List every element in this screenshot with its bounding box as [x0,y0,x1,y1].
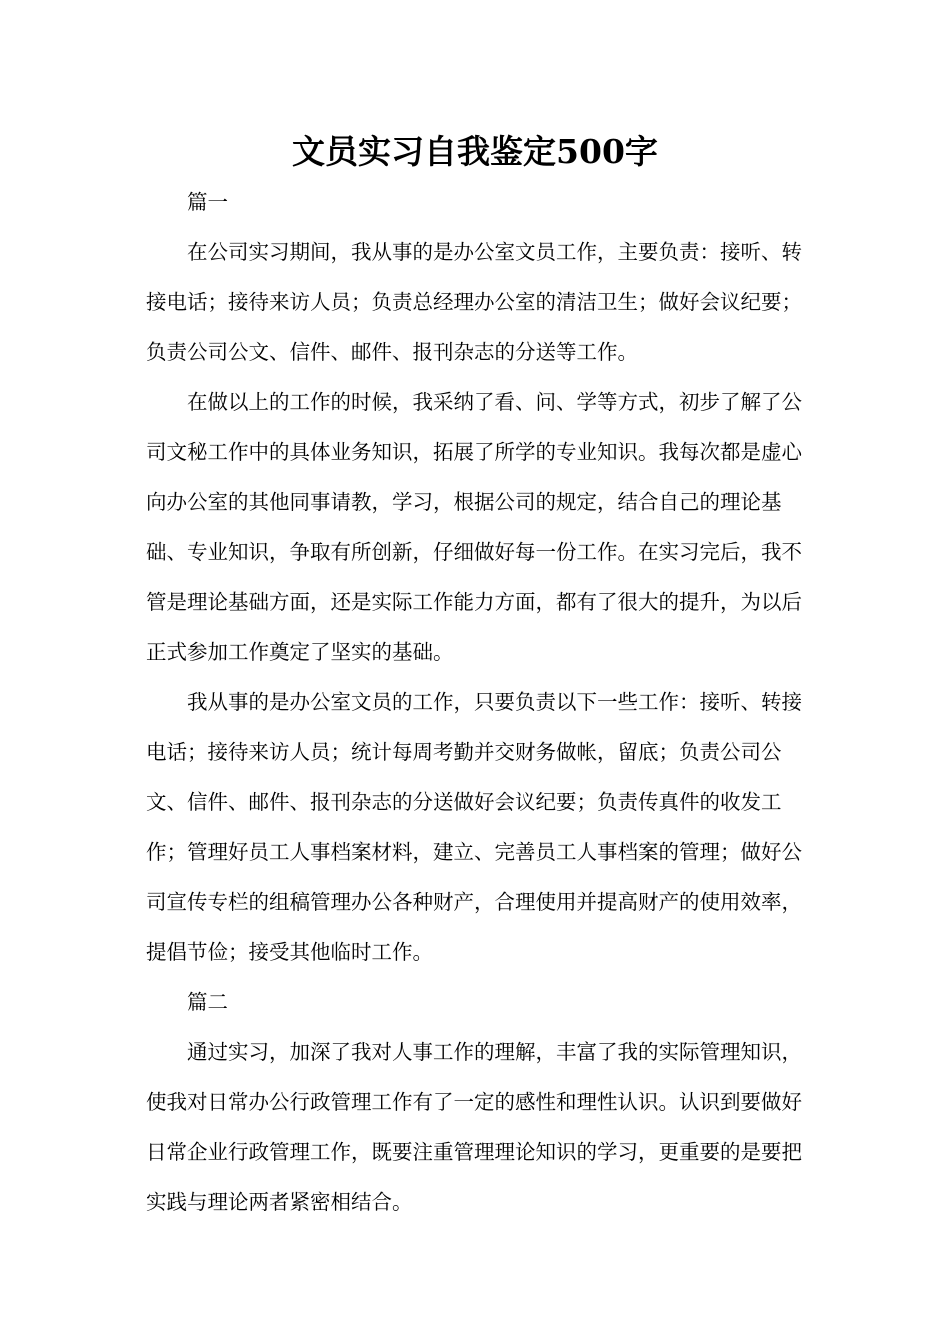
section-heading-1: 篇一 [187,190,228,214]
paragraph-2: 在做以上的工作的时候，我采纳了看、问、学等方式，初步了解了公司文秘工作中的具体业务知识，拓展了所学的专业知识。我每次都是虚心向办公室的其他同事请教，学习，根据公司的规定，结合自己的理论基础、专业知识，争取有所创新，仔细做好每一份工作。在实习完后，我不管是理论基础方面，还是实际工作能力方面，都有了很大的提升，为以后正式参加工作奠定了坚实的基础。 [146,390,802,664]
section-heading-2: 篇二 [187,990,228,1014]
paragraph-3: 我从事的是办公室文员的工作，只要负责以下一些工作：接听、转接电话；接待来访人员；统计每周考勤并交财务做帐，留底；负责公司公文、信件、邮件、报刊杂志的分送做好会议纪要；负责传真件的收发工作；管理好员工人事档案材料，建立、完善员工人事档案的管理；做好公司宣传专栏的组稿管理办公各种财产，合理使用并提高财产的使用效率，提倡节俭；接受其他临时工作。 [146,690,802,964]
paragraph-1: 在公司实习期间，我从事的是办公室文员工作，主要负责：接听、转接电话；接待来访人员；负责总经理办公室的清洁卫生；做好会议纪要；负责公司公文、信件、邮件、报刊杂志的分送等工作。 [146,240,802,364]
document-body [146,177,814,1227]
document-title: 文员实习自我鉴定500字 [292,132,658,171]
paragraph-4: 通过实习，加深了我对人事工作的理解，丰富了我的实际管理知识，使我对日常办公行政管理工作有了一定的感性和理性认识。认识到要做好日常企业行政管理工作，既要注重管理理论知识的学习，更重要的是要把实践与理论两者紧密相结合。 [146,1040,802,1214]
